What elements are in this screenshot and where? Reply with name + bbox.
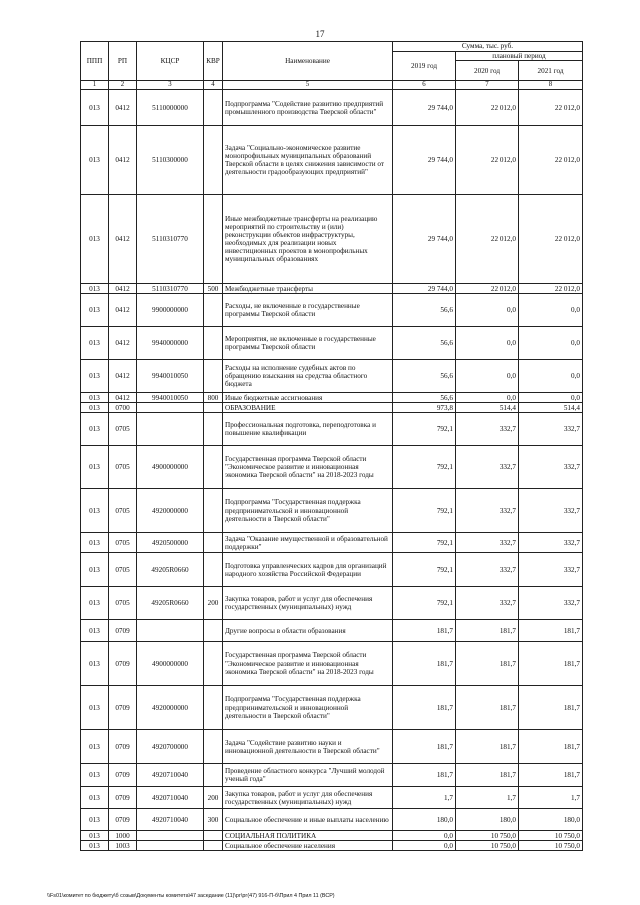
cell-ppp: 013 [81, 393, 109, 403]
cell-y2020: 0,0 [456, 327, 519, 360]
table-row [81, 327, 583, 360]
cell-name: Проведение областного конкурса "Лучший молодой ученый года" [223, 764, 393, 787]
cell-ppp: 013 [81, 764, 109, 787]
cell-rp: 0412 [109, 90, 137, 126]
cell-kcsr: 5110310770 [137, 284, 204, 294]
cell-rp: 0705 [109, 553, 137, 587]
cell-name: Другие вопросы в области образования [223, 620, 393, 642]
cell-rp: 0709 [109, 787, 137, 809]
table-row [81, 489, 583, 533]
budget-table [80, 41, 583, 851]
cell-kvr [204, 642, 223, 686]
table-row [81, 620, 583, 642]
cell-y2021: 332,7 [519, 413, 583, 446]
cell-kvr [204, 489, 223, 533]
cell-y2020: 332,7 [456, 587, 519, 620]
table-header [81, 42, 583, 90]
cell-ppp: 013 [81, 831, 109, 841]
cell-name: Социальное обеспечение и иные выплаты населению [223, 809, 393, 831]
cell-kcsr: 5110310770 [137, 195, 204, 284]
cell-y2019: 1,7 [393, 787, 456, 809]
column-number-cell: 4 [204, 81, 223, 90]
table-row [81, 446, 583, 489]
cell-kcsr: 4900000000 [137, 642, 204, 686]
cell-y2019: 29 744,0 [393, 126, 456, 195]
cell-y2021: 514,4 [519, 403, 583, 413]
table-row [81, 284, 583, 294]
cell-kvr [204, 126, 223, 195]
cell-y2021: 332,7 [519, 489, 583, 533]
cell-rp: 0705 [109, 446, 137, 489]
cell-y2019: 792,1 [393, 553, 456, 587]
cell-ppp: 013 [81, 294, 109, 327]
cell-y2021: 332,7 [519, 446, 583, 489]
cell-ppp: 013 [81, 195, 109, 284]
cell-ppp: 013 [81, 489, 109, 533]
cell-y2020: 332,7 [456, 489, 519, 533]
table-row [81, 403, 583, 413]
cell-kcsr [137, 413, 204, 446]
cell-kcsr: 4920710040 [137, 787, 204, 809]
table-row [81, 831, 583, 841]
cell-y2021: 181,7 [519, 730, 583, 764]
cell-ppp: 013 [81, 587, 109, 620]
cell-name: ОБРАЗОВАНИЕ [223, 403, 393, 413]
cell-y2020: 181,7 [456, 686, 519, 730]
cell-rp: 0412 [109, 195, 137, 284]
table-row [81, 393, 583, 403]
cell-y2020: 332,7 [456, 533, 519, 553]
column-number-cell: 6 [393, 81, 456, 90]
cell-y2020: 180,0 [456, 809, 519, 831]
cell-name: Подпрограмма "Содействие развитию предприятий промышленного производства Тверской области" [223, 90, 393, 126]
header-planned-period: плановый период [456, 52, 583, 61]
cell-kvr [204, 413, 223, 446]
table-row [81, 841, 583, 851]
cell-kvr [204, 553, 223, 587]
cell-kvr [204, 686, 223, 730]
cell-kcsr: 4900000000 [137, 446, 204, 489]
cell-y2019: 181,7 [393, 620, 456, 642]
table-row [81, 360, 583, 393]
cell-kvr [204, 90, 223, 126]
table-row [81, 533, 583, 553]
cell-y2019: 181,7 [393, 764, 456, 787]
cell-name: Расходы, не включенные в государственные программы Тверской области [223, 294, 393, 327]
cell-kvr [204, 294, 223, 327]
cell-ppp: 013 [81, 126, 109, 195]
cell-rp: 0709 [109, 642, 137, 686]
cell-y2021: 180,0 [519, 809, 583, 831]
table-row [81, 413, 583, 446]
cell-y2021: 332,7 [519, 533, 583, 553]
cell-kvr [204, 764, 223, 787]
header-name: Наименование [223, 42, 393, 81]
cell-kvr [204, 360, 223, 393]
cell-rp: 0412 [109, 360, 137, 393]
cell-kcsr: 4920000000 [137, 489, 204, 533]
cell-kvr [204, 620, 223, 642]
cell-y2019: 792,1 [393, 446, 456, 489]
cell-kvr [204, 831, 223, 841]
cell-name: Подпрограмма "Государственная поддержка предпринимательской и инновационной деятельности в Тверской области" [223, 686, 393, 730]
column-number-row [81, 81, 583, 90]
cell-name: Государственная программа Тверской области "Экономическое развитие и инновационная экономика Тверской области" на 2018-2023 годы [223, 642, 393, 686]
cell-name: Подпрограмма "Государственная поддержка предпринимательской и инновационной деятельности в Тверской области" [223, 489, 393, 533]
cell-rp: 0700 [109, 403, 137, 413]
cell-rp: 0709 [109, 809, 137, 831]
cell-rp: 0709 [109, 686, 137, 730]
cell-y2021: 332,7 [519, 553, 583, 587]
cell-y2019: 181,7 [393, 686, 456, 730]
cell-ppp: 013 [81, 620, 109, 642]
cell-y2020: 10 750,0 [456, 831, 519, 841]
footer-file-path: \\Fs01\комитет по бюджету\б созыв\Документы комитета\47 заседание (11)\рг\рг(47) 916-П-б\Прил 4 Прил 11 (ВСР) [47, 893, 335, 899]
cell-y2020: 10 750,0 [456, 841, 519, 851]
cell-y2021: 1,7 [519, 787, 583, 809]
cell-y2021: 181,7 [519, 764, 583, 787]
cell-y2020: 514,4 [456, 403, 519, 413]
cell-kcsr [137, 841, 204, 851]
cell-kcsr [137, 403, 204, 413]
column-number-cell: 5 [223, 81, 393, 90]
cell-y2020: 22 012,0 [456, 126, 519, 195]
cell-name: Мероприятия, не включенные в государственные программы Тверской области [223, 327, 393, 360]
cell-y2021: 332,7 [519, 587, 583, 620]
column-number-cell: 2 [109, 81, 137, 90]
header-2019: 2019 год [393, 52, 456, 81]
cell-rp: 0705 [109, 413, 137, 446]
table-row [81, 90, 583, 126]
cell-y2020: 22 012,0 [456, 90, 519, 126]
cell-kcsr: 4920700000 [137, 730, 204, 764]
cell-y2019: 0,0 [393, 831, 456, 841]
cell-kvr: 500 [204, 284, 223, 294]
cell-kvr [204, 195, 223, 284]
cell-name: Подготовка управленческих кадров для организаций народного хозяйства Российской Федерации [223, 553, 393, 587]
header-2020: 2020 год [456, 61, 519, 81]
cell-name: Задача "Оказание имущественной и образовательной поддержки" [223, 533, 393, 553]
header-2021: 2021 год [519, 61, 583, 81]
cell-name: Профессиональная подготовка, переподготовка и повышение квалификации [223, 413, 393, 446]
cell-y2019: 56,6 [393, 360, 456, 393]
cell-y2019: 181,7 [393, 730, 456, 764]
cell-y2020: 181,7 [456, 730, 519, 764]
cell-name: Задача "Социально-экономическое развитие монопрофильных муниципальных образований Тверской области в целях снижения зависимости от деятельности градообразующих предприятий" [223, 126, 393, 195]
header-rp: РП [109, 42, 137, 81]
cell-kcsr: 9900000000 [137, 294, 204, 327]
table-row [81, 809, 583, 831]
cell-rp: 0412 [109, 393, 137, 403]
cell-y2019: 973,8 [393, 403, 456, 413]
cell-kvr [204, 730, 223, 764]
cell-y2021: 22 012,0 [519, 126, 583, 195]
cell-kcsr: 9940010050 [137, 360, 204, 393]
cell-y2019: 29 744,0 [393, 195, 456, 284]
cell-ppp: 013 [81, 533, 109, 553]
column-number-cell: 7 [456, 81, 519, 90]
cell-y2019: 792,1 [393, 489, 456, 533]
cell-ppp: 013 [81, 403, 109, 413]
cell-y2019: 792,1 [393, 413, 456, 446]
cell-y2020: 0,0 [456, 294, 519, 327]
cell-rp: 0412 [109, 126, 137, 195]
cell-rp: 0705 [109, 587, 137, 620]
cell-y2020: 0,0 [456, 360, 519, 393]
cell-name: Закупка товаров, работ и услуг для обеспечения государственных (муниципальных) нужд [223, 587, 393, 620]
cell-y2021: 181,7 [519, 620, 583, 642]
cell-kcsr [137, 831, 204, 841]
cell-kvr [204, 446, 223, 489]
cell-y2021: 181,7 [519, 686, 583, 730]
table-row [81, 764, 583, 787]
cell-name: СОЦИАЛЬНАЯ ПОЛИТИКА [223, 831, 393, 841]
cell-kvr: 200 [204, 587, 223, 620]
cell-y2019: 56,6 [393, 327, 456, 360]
cell-y2019: 29 744,0 [393, 284, 456, 294]
cell-ppp: 013 [81, 809, 109, 831]
cell-name: Социальное обеспечение населения [223, 841, 393, 851]
cell-ppp: 013 [81, 446, 109, 489]
cell-y2020: 181,7 [456, 764, 519, 787]
cell-ppp: 013 [81, 327, 109, 360]
cell-ppp: 013 [81, 730, 109, 764]
header-sum: Сумма, тыс. руб. [393, 42, 583, 52]
page-number: 17 [315, 29, 325, 39]
cell-y2021: 10 750,0 [519, 841, 583, 851]
cell-y2020: 332,7 [456, 413, 519, 446]
cell-kcsr: 4920500000 [137, 533, 204, 553]
cell-kcsr [137, 620, 204, 642]
cell-kcsr: 5110300000 [137, 126, 204, 195]
cell-name: Задача "Содействие развитию науки и инновационной деятельности в Тверской области" [223, 730, 393, 764]
table-row [81, 686, 583, 730]
cell-kvr [204, 841, 223, 851]
cell-y2020: 332,7 [456, 553, 519, 587]
cell-name: Межбюджетные трансферты [223, 284, 393, 294]
column-number-cell: 3 [137, 81, 204, 90]
cell-name: Государственная программа Тверской области "Экономическое развитие и инновационная экономика Тверской области" на 2018-2023 годы [223, 446, 393, 489]
header-kcsr: КЦСР [137, 42, 204, 81]
column-number-cell: 1 [81, 81, 109, 90]
cell-kvr: 300 [204, 809, 223, 831]
cell-y2021: 0,0 [519, 393, 583, 403]
cell-y2019: 0,0 [393, 841, 456, 851]
cell-rp: 1003 [109, 841, 137, 851]
cell-y2021: 10 750,0 [519, 831, 583, 841]
cell-y2020: 22 012,0 [456, 195, 519, 284]
cell-ppp: 013 [81, 360, 109, 393]
cell-ppp: 013 [81, 553, 109, 587]
cell-y2020: 0,0 [456, 393, 519, 403]
cell-name: Иные межбюджетные трансферты на реализацию мероприятий по строительству и (или) реконструкции объектов инфраструктуры, необходимых для реализации новых инвестиционных проектов в монопрофильных муниципальных образованиях [223, 195, 393, 284]
cell-kvr: 800 [204, 393, 223, 403]
cell-kvr [204, 327, 223, 360]
cell-ppp: 013 [81, 841, 109, 851]
cell-y2020: 22 012,0 [456, 284, 519, 294]
cell-kcsr: 49205R0660 [137, 587, 204, 620]
cell-kvr [204, 533, 223, 553]
table-row [81, 642, 583, 686]
cell-y2019: 29 744,0 [393, 90, 456, 126]
cell-y2019: 56,6 [393, 393, 456, 403]
cell-y2019: 792,1 [393, 587, 456, 620]
cell-rp: 0412 [109, 284, 137, 294]
cell-ppp: 013 [81, 90, 109, 126]
cell-ppp: 013 [81, 413, 109, 446]
table-row [81, 787, 583, 809]
cell-kvr: 200 [204, 787, 223, 809]
cell-y2019: 180,0 [393, 809, 456, 831]
cell-y2021: 22 012,0 [519, 284, 583, 294]
cell-ppp: 013 [81, 787, 109, 809]
cell-rp: 0709 [109, 620, 137, 642]
cell-kcsr: 5110000000 [137, 90, 204, 126]
cell-rp: 0709 [109, 764, 137, 787]
cell-y2021: 181,7 [519, 642, 583, 686]
cell-name: Иные бюджетные ассигнования [223, 393, 393, 403]
cell-ppp: 013 [81, 686, 109, 730]
cell-y2019: 56,6 [393, 294, 456, 327]
cell-rp: 0709 [109, 730, 137, 764]
cell-kcsr: 4920000000 [137, 686, 204, 730]
cell-ppp: 013 [81, 284, 109, 294]
table-row [81, 553, 583, 587]
header-kvr: КВР [204, 42, 223, 81]
cell-name: Закупка товаров, работ и услуг для обеспечения государственных (муниципальных) нужд [223, 787, 393, 809]
cell-ppp: 013 [81, 642, 109, 686]
table-body [81, 90, 583, 851]
cell-y2019: 792,1 [393, 533, 456, 553]
cell-rp: 1000 [109, 831, 137, 841]
cell-y2021: 0,0 [519, 327, 583, 360]
cell-kcsr: 9940000000 [137, 327, 204, 360]
cell-rp: 0705 [109, 533, 137, 553]
header-ppp: ППП [81, 42, 109, 81]
cell-y2021: 0,0 [519, 294, 583, 327]
column-number-cell: 8 [519, 81, 583, 90]
cell-kcsr: 4920710040 [137, 809, 204, 831]
cell-y2020: 1,7 [456, 787, 519, 809]
cell-y2021: 22 012,0 [519, 90, 583, 126]
cell-name: Расходы на исполнение судебных актов по обращению взыскания на средства областного бюджета [223, 360, 393, 393]
cell-rp: 0705 [109, 489, 137, 533]
cell-y2020: 181,7 [456, 642, 519, 686]
cell-kcsr: 4920710040 [137, 764, 204, 787]
cell-kvr [204, 403, 223, 413]
cell-y2021: 0,0 [519, 360, 583, 393]
table-row [81, 126, 583, 195]
cell-y2020: 332,7 [456, 446, 519, 489]
cell-kcsr: 49205R0660 [137, 553, 204, 587]
table-row [81, 587, 583, 620]
cell-kcsr: 9940010050 [137, 393, 204, 403]
cell-y2021: 22 012,0 [519, 195, 583, 284]
cell-y2019: 181,7 [393, 642, 456, 686]
cell-rp: 0412 [109, 327, 137, 360]
table-row [81, 294, 583, 327]
cell-y2020: 181,7 [456, 620, 519, 642]
table-row [81, 730, 583, 764]
cell-rp: 0412 [109, 294, 137, 327]
table-row [81, 195, 583, 284]
